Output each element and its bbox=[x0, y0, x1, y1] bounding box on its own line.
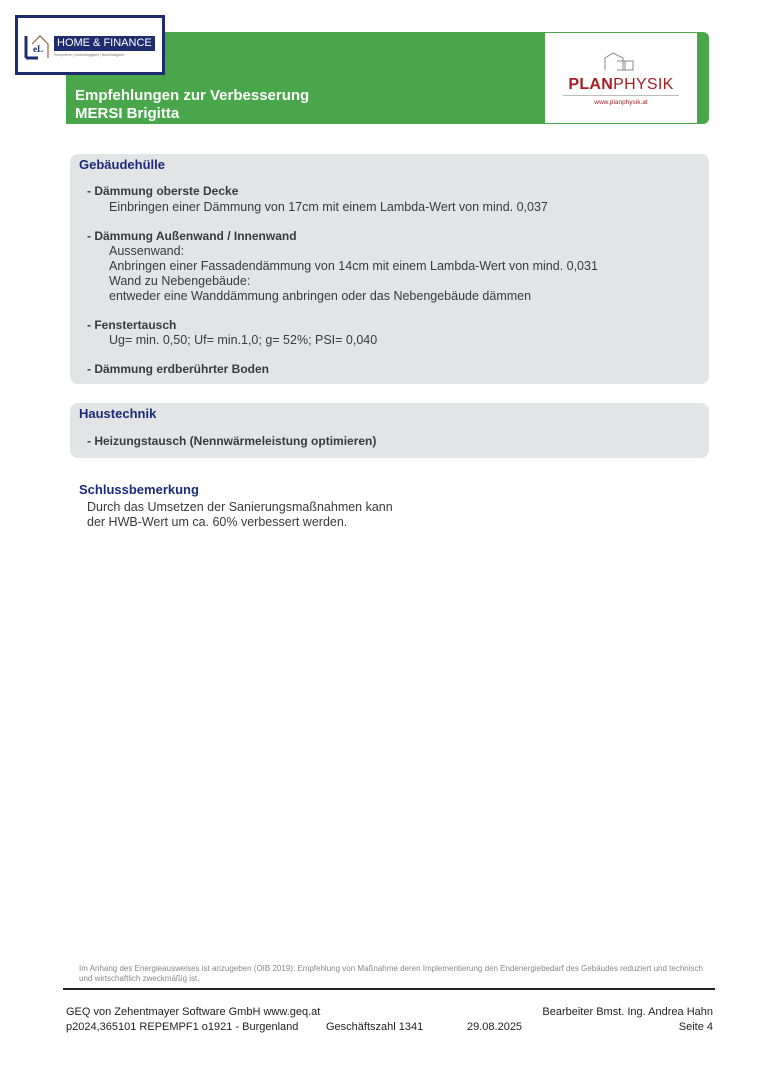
item-heading: - Dämmung oberste Decke bbox=[87, 184, 239, 198]
building-services-panel bbox=[70, 403, 709, 458]
logo-brand: HOME & FINANCE bbox=[54, 36, 155, 51]
conclusion-text: der HWB-Wert um ca. 60% verbessert werden. bbox=[87, 515, 348, 529]
item-text: Wand zu Nebengebäude: bbox=[109, 274, 251, 288]
footer-case-number: Geschäftszahl 1341 bbox=[326, 1021, 424, 1033]
logo-divider bbox=[563, 95, 679, 96]
footer-date: 29.08.2025 bbox=[467, 1021, 523, 1033]
item-heading: - Heizungstausch (Nennwärmeleistung optimieren) bbox=[87, 434, 377, 448]
footnote: Im Anhang des Energieausweises ist anzugeben (OIB 2019): Empfehlung von Maßnahme deren Implementierung den Endenergiebedarf des Gebäudes reduziert und technisch und wirtschaftlich zweckmäßig ist. bbox=[79, 964, 703, 983]
section-title-conclusion: Schlussbemerkung bbox=[79, 482, 199, 497]
item-text: Einbringen einer Dämmung von 17cm mit einem Lambda-Wert von mind. 0,037 bbox=[109, 200, 548, 214]
footer-software: GEQ von Zehentmayer Software GmbH www.geq.at bbox=[66, 1006, 321, 1018]
logo-url: www.planphysik.at bbox=[594, 99, 648, 106]
item-text: Aussenwand: bbox=[109, 244, 185, 258]
section-title-envelope: Gebäudehülle bbox=[79, 157, 165, 172]
logo-name-rest: PHYSIK bbox=[613, 76, 674, 93]
planphysik-logo bbox=[545, 33, 697, 123]
home-finance-logo bbox=[15, 15, 165, 75]
footer-editor: Bearbeiter Bmst. Ing. Andrea Hahn bbox=[542, 1006, 713, 1018]
logo-name-bold: PLAN bbox=[568, 76, 614, 93]
house-outline-icon bbox=[603, 51, 639, 71]
item-heading: - Fenstertausch bbox=[87, 318, 177, 332]
conclusion-text: Durch das Umsetzen der Sanierungsmaßnahmen kann bbox=[87, 500, 393, 514]
item-heading: - Dämmung erdberührter Boden bbox=[87, 362, 270, 376]
section-title-services: Haustechnik bbox=[79, 406, 157, 421]
item-text: Anbringen einer Fassadendämmung von 14cm mit einem Lambda-Wert von mind. 0,031 bbox=[109, 259, 598, 273]
item-heading: - Dämmung Außenwand / Innenwand bbox=[87, 229, 297, 243]
title-line: Empfehlungen zur Verbesserung bbox=[75, 87, 310, 104]
house-logo-icon bbox=[24, 30, 50, 60]
page-title bbox=[75, 87, 309, 123]
item-text: entweder eine Wanddämmung anbringen oder das Nebengebäude dämmen bbox=[109, 289, 532, 303]
footer-page: Seite 4 bbox=[678, 1021, 713, 1033]
logo-tagline: Kompetenz | Unabhängigkeit | Nachhaltigkeit bbox=[54, 53, 124, 57]
subtitle-line: MERSI Brigitta bbox=[75, 105, 180, 122]
logo-name bbox=[545, 76, 697, 94]
footer-file: p2024,365101 REPEMPF1 o1921 - Burgenland bbox=[66, 1021, 299, 1033]
svg-text:eL: eL bbox=[33, 44, 43, 54]
item-text: Ug= min. 0,50; Uf= min.1,0; g= 52%; PSI= 0,040 bbox=[109, 333, 378, 347]
footer-divider bbox=[63, 988, 715, 990]
